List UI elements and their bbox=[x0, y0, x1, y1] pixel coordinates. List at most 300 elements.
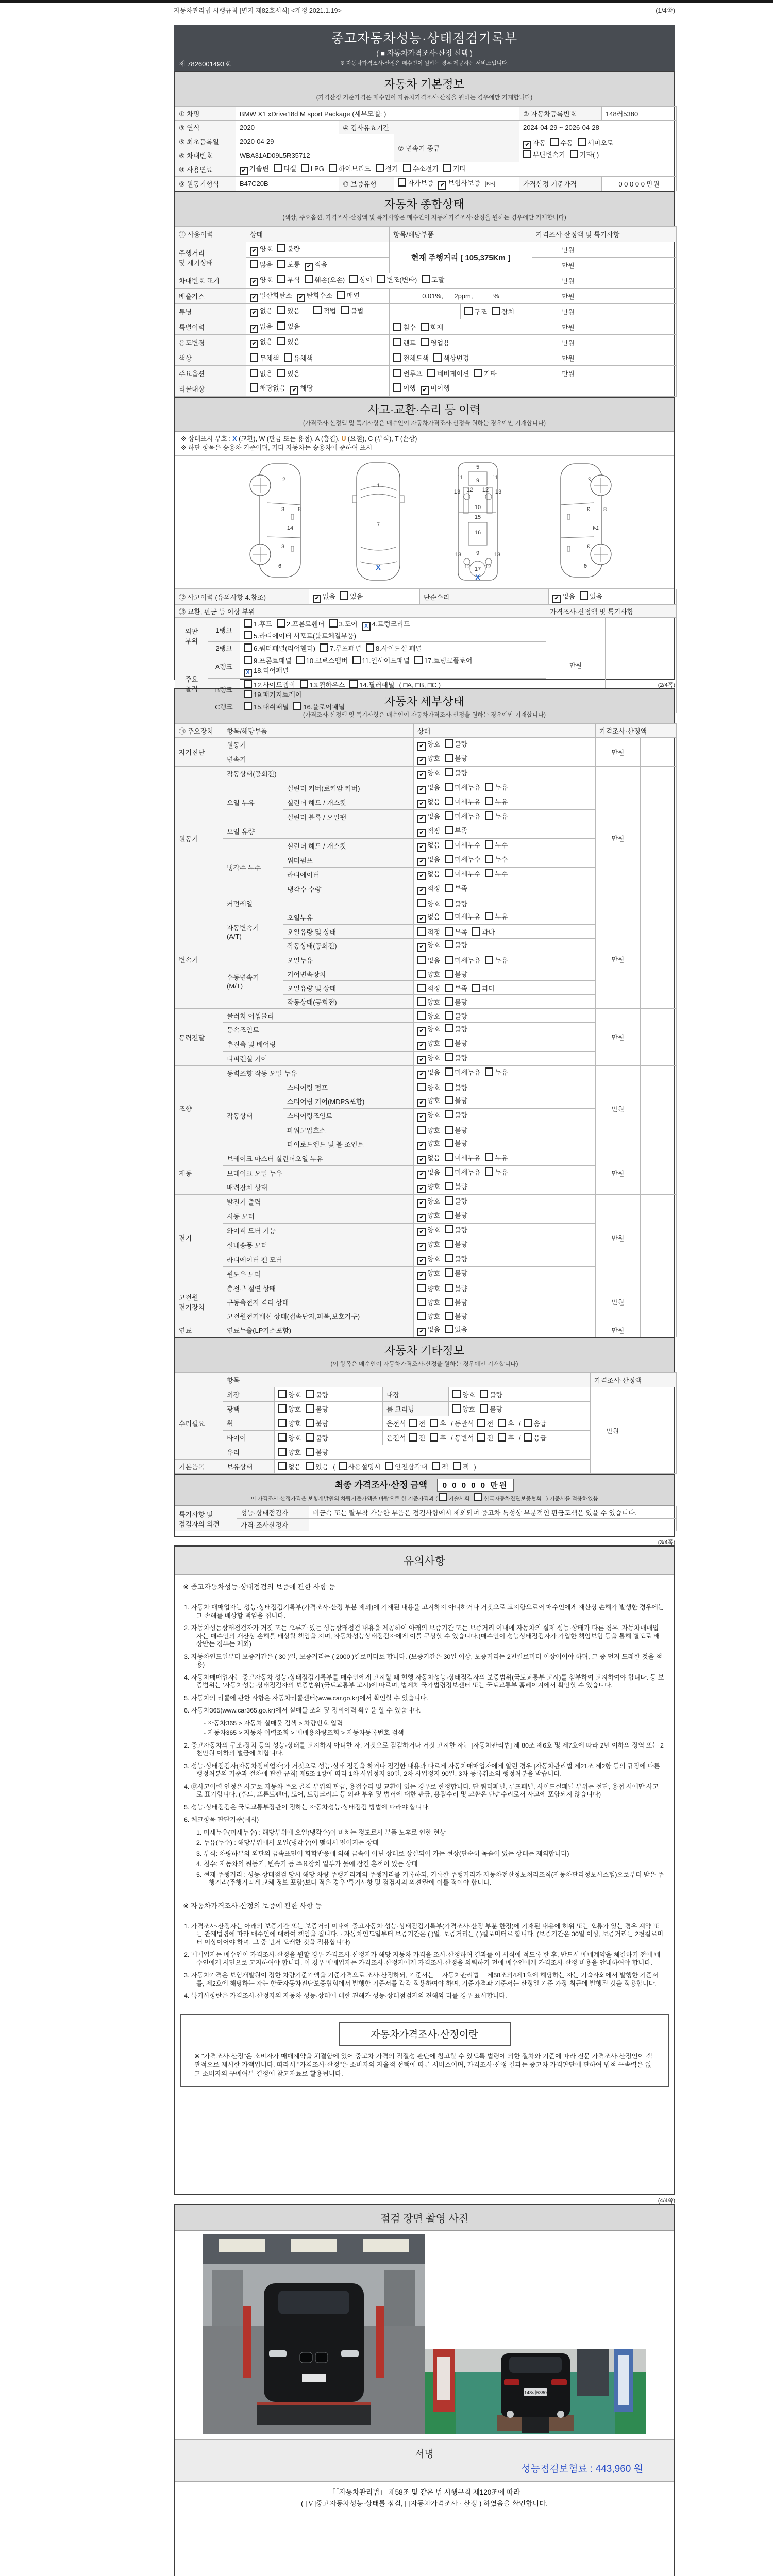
svg-text:148러5380: 148러5380 bbox=[524, 2390, 547, 2395]
checkbox-label: 없음 bbox=[260, 370, 273, 378]
checkbox-label: 누유 bbox=[495, 1069, 508, 1076]
checkbox-label: 불량 bbox=[455, 1212, 468, 1219]
checkbox-option bbox=[277, 275, 300, 284]
legend-part: (교환), bbox=[237, 435, 259, 443]
checkbox-option bbox=[433, 353, 469, 363]
overall-status-header bbox=[175, 191, 674, 226]
value-cell bbox=[635, 1387, 677, 1474]
checkbox-icon bbox=[485, 956, 493, 964]
row-label-cell: 고전원 전기장치 bbox=[175, 1281, 223, 1323]
checkbox-label: 없음 bbox=[427, 913, 441, 921]
checkbox-option bbox=[329, 619, 358, 629]
checkbox-icon bbox=[445, 826, 453, 834]
svg-text:13: 13 bbox=[494, 552, 501, 558]
row-label-cell: 커먼레일 bbox=[223, 896, 414, 910]
svg-text:10: 10 bbox=[474, 504, 481, 511]
checkbox-icon bbox=[445, 1024, 453, 1032]
checkbox-label: 15.대쉬패널 bbox=[254, 703, 289, 711]
checkbox-option bbox=[498, 1418, 514, 1428]
row-label-cell: 작동상태(공회전) bbox=[223, 767, 414, 781]
legend-note-line: ※ 하단 항목은 승용차 기준이며, 기타 자동차는 승용차에 준하여 표시 bbox=[181, 444, 373, 451]
checkbox-label: 전체도색 bbox=[403, 354, 429, 362]
row-label-cell: 성능·상태점검자 bbox=[237, 1506, 309, 1519]
notices-header bbox=[175, 1547, 674, 1575]
notices-title: 유의사항 bbox=[403, 1555, 446, 1567]
checkbox-option bbox=[278, 1433, 301, 1443]
checkbox-icon bbox=[349, 680, 358, 688]
option-text: / bbox=[518, 1420, 521, 1428]
price-survey-definition-text: ※ "가격조사·산정"은 소비자가 매매계약을 체결함에 있어 중고차 가격의 적절성 판단에 참고할 수 있도록 법령에 의한 절차와 기준에 따라 전문 가격조사·산정인이 객관적으로 제시한 가액입니다. 따라서 "가격조사·산정"은 소비자의 자율적 선택에 따른 서비스이며, 가격조사·산정 결과는 중고차 가격판단에 관하여 법적 구속력은 없고 소비자의 구매여부 결정에 참고자료로 활용됩니다. bbox=[194, 2052, 652, 2077]
value-cell bbox=[641, 1066, 677, 1151]
row-label-cell: 휠 bbox=[223, 1416, 275, 1431]
basic-info-table-mount bbox=[175, 106, 674, 191]
checkbox-option bbox=[452, 1389, 475, 1399]
notice-item: 6. 체크항목 판단기준(예시) bbox=[184, 1816, 259, 1823]
legend-part: T bbox=[395, 435, 399, 443]
value-cell bbox=[275, 1431, 383, 1445]
checkbox-icon: ✔ bbox=[417, 771, 426, 779]
checkbox-label: 불량 bbox=[455, 970, 468, 978]
checkbox-option bbox=[417, 1311, 440, 1321]
notice-item: 4. 침수: 자동차의 원동기, 변속기 등 주요장치 일부가 물에 잠긴 흔적이 있는 상태 bbox=[196, 1860, 418, 1868]
row-label-cell: 가격조사·산정액 bbox=[596, 724, 677, 738]
checkbox-option bbox=[417, 869, 440, 880]
row-label-cell bbox=[175, 1373, 223, 1387]
value-cell bbox=[246, 273, 532, 289]
value-cell: 만원 bbox=[532, 366, 604, 381]
checkbox-icon bbox=[417, 984, 426, 992]
checkbox-icon bbox=[445, 956, 453, 964]
checkbox-option bbox=[421, 337, 450, 347]
checkbox-icon bbox=[417, 1298, 426, 1306]
overall-status-table-mount bbox=[175, 226, 674, 397]
checkbox-icon: ✔ bbox=[417, 1113, 426, 1122]
checkbox-label: 보통 bbox=[287, 261, 300, 268]
value-cell bbox=[414, 1023, 596, 1037]
checkbox-option bbox=[421, 383, 450, 395]
value-cell bbox=[604, 350, 677, 366]
checkbox-label: 18.리어패널 bbox=[254, 667, 289, 674]
checkbox-option bbox=[524, 1433, 546, 1443]
notice-item: 4. 자동차매매업자는 중고자동차 성능·상태점검기록부를 매수인에게 고지할 때 현행 자동차성능·상태점검자의 보증범위(국토교통부 고시)를 첨부하여 고지하여야 합니다. 동 보증범위는 '자동차성능·상태점검자의 보증범위'(국토교통부 고시)에 따르며, 법제처 국가법령정보센터 또는 국토교통부 홈페이지에서 확인할 수 있습니다. bbox=[184, 1673, 664, 1689]
checkbox-icon bbox=[445, 1325, 453, 1333]
checkbox-label: 불량 bbox=[455, 1269, 468, 1277]
value-cell bbox=[641, 1281, 677, 1323]
checkbox-label: 기타 bbox=[452, 165, 466, 173]
checkbox-option bbox=[580, 591, 602, 601]
checkbox-label: 부족 bbox=[455, 827, 468, 835]
checkbox-option bbox=[366, 643, 422, 653]
checkbox-icon: ✔ bbox=[417, 915, 426, 923]
value-cell: 만원 bbox=[591, 1387, 635, 1474]
checkbox-label: 불량 bbox=[287, 245, 300, 253]
checkbox-option bbox=[414, 655, 472, 665]
checkbox-icon bbox=[306, 1462, 314, 1470]
checkbox-icon bbox=[445, 1096, 453, 1104]
row-label-cell: 오일누유 bbox=[283, 910, 414, 925]
row-label-cell: 원동기 bbox=[175, 767, 223, 910]
checkbox-option bbox=[417, 1153, 440, 1164]
checkbox-label: 양호 bbox=[427, 1140, 441, 1147]
checkbox-icon bbox=[329, 619, 338, 628]
row-label-cell: 가격산정 기준가격 bbox=[519, 177, 602, 191]
checkbox-label: 없음 bbox=[427, 812, 441, 820]
row-label-cell: 실린더 커버(로커암 커버) bbox=[283, 781, 414, 795]
checkbox-icon bbox=[329, 164, 337, 172]
checkbox-icon bbox=[417, 899, 426, 907]
inspection-photos-title: 점검 장면 촬영 사진 bbox=[175, 2205, 674, 2231]
table-row bbox=[175, 605, 677, 618]
checkbox-option bbox=[445, 899, 467, 908]
value-cell bbox=[449, 1402, 591, 1416]
checkbox-icon bbox=[445, 1139, 453, 1147]
checkbox-icon bbox=[439, 1493, 447, 1501]
checkbox-icon bbox=[445, 783, 453, 791]
row-label-cell: C랭크 bbox=[208, 701, 240, 713]
option-text: ( bbox=[333, 1463, 335, 1471]
checkbox-label: 후 bbox=[508, 1420, 514, 1428]
checkbox-icon bbox=[445, 797, 453, 805]
table-row bbox=[175, 1506, 677, 1519]
checkbox-label: 과다 bbox=[482, 928, 495, 936]
value-cell bbox=[604, 335, 677, 350]
checkbox-label: 불량 bbox=[455, 755, 468, 762]
checkbox-label: 자가보증 bbox=[408, 179, 434, 187]
checkbox-icon bbox=[306, 1404, 314, 1413]
overall-status-title: 자동차 종합상태 bbox=[384, 198, 464, 211]
legend-part: (요철), bbox=[346, 435, 368, 443]
row-label-cell: 가격조사·산정액 및 특기사항 bbox=[532, 227, 677, 242]
checkbox-option bbox=[422, 275, 444, 284]
notice-item: 1. 미세누유(미세누수) : 해당부위에 오일(냉각수)이 비치는 정도로서 부품 노후로 인한 현상 bbox=[196, 1828, 446, 1836]
checkbox-icon bbox=[445, 1039, 453, 1047]
checkbox-option bbox=[439, 1493, 470, 1502]
checkbox-option bbox=[244, 619, 272, 629]
checkbox-label: 양호 bbox=[427, 1040, 441, 1047]
legend-part: X bbox=[232, 435, 237, 443]
value-cell bbox=[236, 162, 677, 177]
row-label-cell: ⑪ 사용이력 bbox=[175, 227, 246, 242]
row-label-cell: 자기진단 bbox=[175, 738, 223, 767]
value-cell bbox=[414, 1281, 596, 1295]
checkbox-label: LPG bbox=[310, 165, 324, 173]
row-label-cell: 작동상태 bbox=[223, 1080, 283, 1151]
value-cell bbox=[275, 1445, 591, 1460]
checkbox-option bbox=[445, 940, 467, 950]
page-marker-1: (1/4쪽) bbox=[656, 7, 675, 14]
checkbox-option bbox=[445, 1311, 467, 1321]
row-label-cell: 전기 bbox=[175, 1195, 223, 1281]
value-cell bbox=[641, 1151, 677, 1195]
value-cell bbox=[390, 335, 532, 350]
accident-history-header bbox=[175, 397, 674, 432]
checkbox-option bbox=[250, 244, 273, 256]
table-row bbox=[175, 724, 677, 738]
page-marker-2: (2/4쪽) bbox=[658, 682, 675, 688]
row-label-cell: 상태 bbox=[246, 227, 390, 242]
checkbox-option bbox=[244, 665, 289, 677]
checkbox-label: 양호 bbox=[427, 1083, 441, 1092]
value-cell: 148러5380 bbox=[602, 107, 677, 121]
checkbox-icon bbox=[306, 1448, 314, 1456]
checkbox-option bbox=[445, 883, 467, 893]
row-label-cell: 추진축 및 베어링 bbox=[223, 1037, 414, 1052]
checkbox-label: 디젤 bbox=[283, 165, 296, 173]
svg-text:2: 2 bbox=[587, 477, 592, 483]
row-label-cell: 주요 골격 bbox=[175, 654, 208, 713]
checkbox-label: 미세누유 bbox=[455, 1069, 481, 1076]
table-row bbox=[175, 1519, 677, 1531]
checkbox-icon bbox=[452, 1390, 461, 1398]
checkbox-icon bbox=[445, 1225, 453, 1233]
value-cell bbox=[390, 304, 461, 319]
checkbox-icon bbox=[445, 739, 453, 748]
checkbox-icon bbox=[480, 1404, 488, 1413]
checkbox-option bbox=[277, 259, 300, 269]
row-label-cell: 배력장치 상태 bbox=[223, 1180, 414, 1195]
value-cell bbox=[414, 1151, 596, 1166]
checkbox-label: 미세누유 bbox=[455, 913, 481, 921]
checkbox-icon: ✔ bbox=[417, 1257, 426, 1265]
value-cell bbox=[414, 1267, 596, 1281]
checkbox-label: 무단변속기 bbox=[533, 150, 565, 159]
checkbox-label: 누수 bbox=[495, 841, 508, 849]
checkbox-option bbox=[445, 825, 467, 835]
photo-front-view bbox=[203, 2234, 425, 2434]
value-cell bbox=[246, 366, 390, 381]
checkbox-label: 16.플로어패널 bbox=[303, 703, 345, 711]
notice-item: 2. 자동차성능상태점검자가 거짓 또는 오류가 있는 성능상태점검 내용을 제공하여 아래의 보증기간 또는 보증거리 이내에 자동차의 실제 성능·상태가 다른 경우, 자동차매매업자는 매수인의 재산상 손해를 배상할 책임을 지며, 자동차성능상태점검자에게 이를 구상할 수 있습니다.(매수인이 성능상태점검자가 가입한 책임보험 등을 통해 별도로 배상받는 경우는 제외) bbox=[184, 1624, 660, 1648]
row-label-cell: 와이퍼 모터 기능 bbox=[223, 1224, 414, 1238]
value-cell bbox=[246, 258, 390, 273]
checkbox-icon bbox=[393, 383, 401, 392]
checkbox-option bbox=[313, 591, 335, 603]
checkbox-label: 전 bbox=[418, 1420, 426, 1428]
checkbox-icon: ✔ bbox=[417, 1228, 426, 1236]
value-cell: WBA31AD09L5R35712 bbox=[236, 148, 394, 162]
checkbox-option bbox=[385, 1462, 427, 1471]
checkbox-label: 불량 bbox=[455, 1241, 468, 1248]
status-code-legend-line bbox=[181, 435, 668, 444]
row-label-cell: 튜닝 bbox=[175, 304, 246, 319]
checkbox-icon: ✔ bbox=[250, 325, 258, 333]
svg-text:11: 11 bbox=[492, 474, 498, 481]
checkbox-option bbox=[320, 643, 361, 653]
checkbox-icon: ✔ bbox=[417, 786, 426, 794]
checkbox-option bbox=[445, 927, 467, 937]
checkbox-icon bbox=[341, 306, 349, 314]
checkbox-option bbox=[445, 796, 480, 806]
checkbox-label: 양호 bbox=[427, 1226, 441, 1234]
value-cell: 2020-04-29 bbox=[236, 134, 394, 148]
checkbox-label: 양호 bbox=[427, 769, 441, 777]
checkbox-label: 불량 bbox=[455, 769, 468, 777]
checkbox-option bbox=[301, 164, 324, 173]
checkbox-label: 양호 bbox=[427, 1012, 441, 1020]
checkbox-icon bbox=[296, 656, 305, 664]
checkbox-icon bbox=[278, 1433, 287, 1442]
checkbox-label: 양호 bbox=[427, 1241, 441, 1248]
checkbox-icon: ✔ bbox=[417, 815, 426, 823]
checkbox-icon bbox=[244, 643, 252, 652]
value-cell bbox=[414, 896, 596, 910]
checkbox-option bbox=[445, 1297, 467, 1307]
checkbox-label: 불량 bbox=[455, 1226, 468, 1234]
checkbox-icon bbox=[445, 768, 453, 776]
checkbox-label: 적법 bbox=[323, 307, 337, 315]
value-cell bbox=[240, 618, 546, 642]
checkbox-option bbox=[417, 753, 440, 765]
legend-part: (판금 또는 용접), bbox=[265, 435, 315, 443]
checkbox-option bbox=[417, 1082, 440, 1092]
checkbox-label: 불량 bbox=[315, 1405, 329, 1413]
row-label-cell: 동력조향 작동 오일 누유 bbox=[223, 1066, 414, 1080]
checkbox-icon: ✔ bbox=[417, 1199, 426, 1208]
checkbox-icon bbox=[445, 1196, 453, 1205]
legend-part: (부식), bbox=[373, 435, 395, 443]
inspection-photos bbox=[175, 2231, 674, 2436]
checkbox-label: 불량 bbox=[455, 1298, 468, 1307]
svg-text:3: 3 bbox=[586, 544, 591, 550]
checkbox-option bbox=[300, 680, 345, 689]
basic-info-title: 자동차 기본정보 bbox=[384, 78, 464, 91]
checkbox-icon bbox=[445, 869, 453, 877]
value-cell bbox=[390, 381, 532, 397]
checkbox-icon: ✔ bbox=[417, 1042, 426, 1050]
checkbox-label: 없음 bbox=[427, 798, 441, 806]
row-label-cell: 보유상태 bbox=[223, 1460, 275, 1474]
checkbox-label: 없음 bbox=[427, 1069, 441, 1076]
notices-block1-header: ※ 중고자동차성능·상태점검의 보증에 관한 사항 등 bbox=[175, 1575, 674, 1597]
svg-text:8: 8 bbox=[603, 506, 607, 513]
checkbox-label: 양호 bbox=[427, 900, 441, 908]
checkbox-option bbox=[417, 927, 440, 937]
checkbox-icon bbox=[445, 1284, 453, 1292]
checkbox-label: 불량 bbox=[455, 1183, 468, 1191]
value-cell bbox=[414, 868, 596, 882]
checkbox-icon: ✔ bbox=[417, 872, 426, 880]
checkbox-icon bbox=[277, 275, 285, 283]
row-label-cell: 항목 bbox=[223, 1373, 591, 1387]
table-row bbox=[175, 1373, 677, 1387]
table-row bbox=[175, 1387, 677, 1402]
checkbox-icon bbox=[277, 321, 285, 330]
value-cell bbox=[414, 981, 596, 995]
checkbox-label: 부식 bbox=[287, 276, 300, 284]
checkbox-label: 양호 bbox=[427, 1255, 441, 1263]
checkbox-label: 양호 bbox=[427, 941, 441, 949]
row-label-cell: ③ 연식 bbox=[175, 121, 236, 134]
notice-item: 1. 가격조사·산정자는 아래의 보증기간 또는 보증거리 이내에 중고자동차 성능·상태점검기록부(가격조사·산정 부분 한정)에 기재된 내용에 허위 또는 오류가 있는 경우 계약 또는 관계법령에 따라 매수인에 대하여 책임을 집니다. · 자동차인도일부터 보증기간은 ( )일, 보증거리는 ( )킬로미터로 합니다. (보증기간은 30일 이상, 보증거리는 2천킬로미터 이상이어야 하며, 그 중 먼저 도래한 것을 적용합니다) bbox=[184, 1922, 664, 1946]
row-label-cell: 오일누유 bbox=[283, 953, 414, 967]
checkbox-option bbox=[417, 983, 440, 993]
checkbox-icon bbox=[485, 1067, 493, 1076]
row-label-cell: 원동기 bbox=[223, 738, 414, 752]
checkbox-icon bbox=[480, 1390, 488, 1398]
row-label-cell: 작동상태(공회전) bbox=[283, 939, 414, 953]
checkbox-icon bbox=[393, 369, 401, 377]
checkbox-label: 누유 bbox=[495, 913, 508, 921]
checkbox-label: 양호 bbox=[427, 1126, 441, 1134]
checkbox-option bbox=[278, 1404, 301, 1414]
checkbox-label: 이행 bbox=[403, 384, 416, 392]
checkbox-icon bbox=[445, 840, 453, 849]
checkbox-label: 불량 bbox=[455, 1111, 468, 1119]
checkbox-icon bbox=[523, 150, 531, 158]
svg-text:1: 1 bbox=[376, 483, 380, 489]
checkbox-icon bbox=[277, 260, 285, 268]
checkbox-label: 17.트렁크플로어 bbox=[424, 657, 473, 665]
checkbox-option bbox=[250, 336, 273, 348]
svg-text:12: 12 bbox=[464, 564, 471, 570]
row-label-cell: 상태 bbox=[414, 724, 596, 738]
checkbox-label: 잭 bbox=[442, 1463, 448, 1471]
photo-rear-view bbox=[425, 2349, 646, 2434]
checkbox-icon: ✔ bbox=[250, 278, 258, 286]
row-label-cell: 충전구 절연 상태 bbox=[223, 1281, 414, 1295]
row-label-cell: 조향 bbox=[175, 1066, 223, 1151]
row-label-cell: 주요옵션 bbox=[175, 366, 246, 381]
checkbox-label: 양호 bbox=[288, 1434, 301, 1442]
svg-text:14: 14 bbox=[287, 525, 294, 531]
checkbox-label: 적정 bbox=[427, 984, 441, 992]
checkbox-label: 양호 bbox=[288, 1405, 301, 1413]
checkbox-option bbox=[445, 1167, 480, 1177]
checkbox-icon bbox=[432, 1462, 440, 1470]
checkbox-label: 불량 bbox=[455, 1054, 468, 1062]
checkbox-icon bbox=[445, 1110, 453, 1118]
checkbox-option bbox=[445, 753, 467, 763]
checkbox-icon: ✔ bbox=[290, 386, 298, 395]
checkbox-icon bbox=[445, 1211, 453, 1219]
checkbox-label: 양호 bbox=[427, 1212, 441, 1219]
row-label-cell: 유리 bbox=[223, 1445, 275, 1460]
checkbox-label: 2.프론트휀더 bbox=[286, 620, 325, 628]
value-cell bbox=[549, 589, 677, 605]
checkbox-option bbox=[445, 768, 467, 777]
checkbox-option bbox=[306, 1418, 328, 1428]
checkbox-label: 전 bbox=[486, 1420, 494, 1428]
row-label-cell: 배출가스 bbox=[175, 289, 246, 304]
checkbox-option bbox=[417, 840, 440, 852]
checkbox-label: 양호 bbox=[427, 1025, 441, 1033]
row-label-cell: 오일유량 및 상태 bbox=[283, 981, 414, 995]
checkbox-option bbox=[472, 927, 495, 937]
value-cell bbox=[641, 1009, 677, 1066]
checkbox-option bbox=[417, 796, 440, 808]
checkbox-option bbox=[464, 307, 487, 316]
svg-text:X: X bbox=[475, 573, 480, 581]
page-marker-4: (4/4쪽) bbox=[658, 2198, 675, 2204]
checkbox-icon bbox=[244, 702, 252, 710]
checkbox-icon bbox=[244, 656, 252, 664]
row-label-cell: 룸 크리닝 bbox=[383, 1402, 449, 1416]
row-label-cell: A랭크 bbox=[208, 654, 240, 679]
basic-info-header bbox=[175, 72, 674, 106]
row-label-cell: 브레이크 마스터 실린더오일 누유 bbox=[223, 1151, 414, 1166]
checkbox-option bbox=[570, 149, 599, 159]
checkbox-option bbox=[393, 383, 416, 393]
checkbox-option bbox=[277, 619, 325, 629]
detail-status-table-mount bbox=[175, 723, 674, 1337]
table-row bbox=[175, 1151, 677, 1166]
checkbox-label: 불량 bbox=[455, 740, 468, 748]
checkbox-option bbox=[306, 1389, 328, 1399]
value-cell bbox=[641, 910, 677, 1009]
checkbox-option bbox=[274, 163, 296, 173]
checkbox-option bbox=[485, 869, 508, 878]
checkbox-option bbox=[417, 1324, 440, 1336]
